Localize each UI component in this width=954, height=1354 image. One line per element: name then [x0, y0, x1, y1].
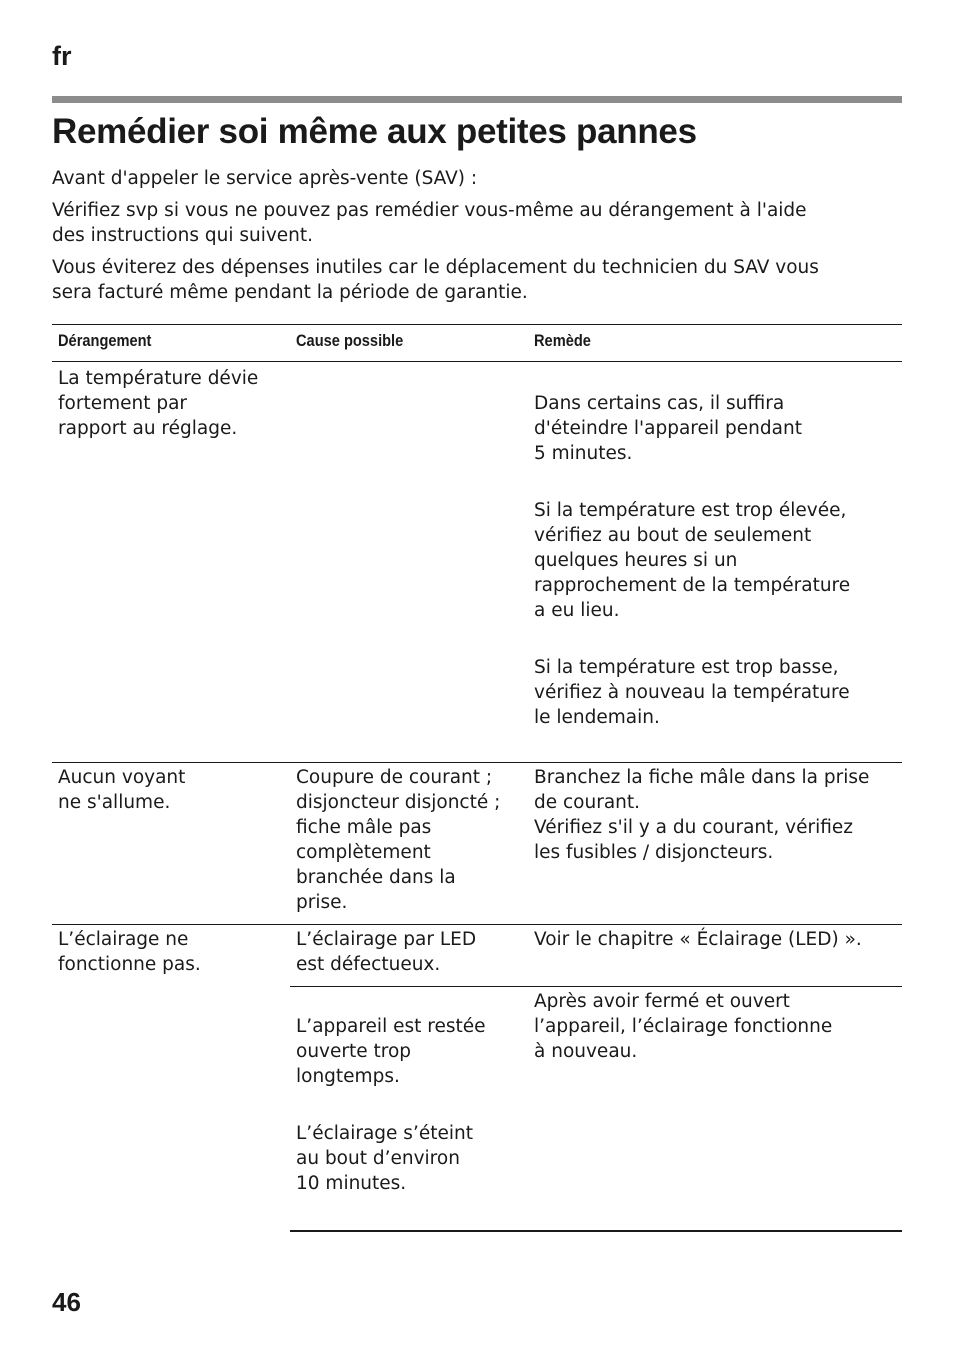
- page-title: Remédier soi même aux petites pannes: [52, 112, 697, 151]
- header-rule: [52, 96, 902, 103]
- fault-cell: L’éclairage ne fonctionne pas.: [52, 925, 290, 1232]
- remedy-cell: Branchez la fiche mâle dans la prise de courant. Vérifiez s'il y a du courant, vérifiez les fusibles / disjoncteurs.: [528, 763, 902, 925]
- cause-paragraph: L’éclairage s’éteint au bout d’environ 10 minutes.: [296, 1123, 473, 1194]
- table-row: [52, 763, 902, 925]
- remedy-cell: [528, 362, 902, 763]
- remedy-cell: Voir le chapitre « Éclairage (LED) ».: [528, 925, 902, 987]
- column-header-remedy: Remède: [528, 325, 902, 362]
- fault-cell: Aucun voyant ne s'allume.: [52, 763, 290, 925]
- table-header-row: [52, 325, 902, 362]
- page-number: 46: [52, 1287, 81, 1317]
- troubleshooting-table: [52, 324, 902, 1232]
- column-header-fault: Dérangement: [52, 325, 290, 362]
- remedy-paragraph: Si la température est trop élevée, vérifiez au bout de seulement quelques heures si un rapprochement de la température a eu lieu.: [534, 500, 851, 621]
- remedy-paragraph: Si la température est trop basse, vérifiez à nouveau la température le lendemain.: [534, 657, 850, 728]
- cause-paragraph: L’appareil est restée ouverte trop longtemps.: [296, 1016, 486, 1087]
- fault-cell: La température dévie fortement par rapport au réglage.: [58, 368, 259, 439]
- table-row: [52, 925, 902, 987]
- column-header-cause: Cause possible: [290, 325, 528, 362]
- remedy-cell: Après avoir fermé et ouvert l’appareil, l’éclairage fonctionne à nouveau.: [528, 987, 902, 1232]
- intro-paragraph: Vérifiez svp si vous ne pouvez pas remédier vous-même au dérangement à l'aide des instructions qui suivent.: [52, 200, 807, 246]
- cause-cell: Coupure de courant ; disjoncteur disjoncté ; fiche mâle pas complètement branchée dans la prise.: [290, 763, 528, 925]
- intro-paragraph: Vous éviterez des dépenses inutiles car le déplacement du technicien du SAV vous sera facturé même pendant la période de garantie.: [52, 257, 819, 303]
- intro-text: [52, 166, 902, 312]
- language-label: fr: [52, 41, 72, 71]
- cause-cell: [290, 362, 528, 763]
- table-row: [52, 362, 902, 763]
- remedy-paragraph: Dans certains cas, il suffira d'éteindre l'appareil pendant 5 minutes.: [534, 393, 802, 464]
- intro-paragraph: Avant d'appeler le service après-vente (SAV) :: [52, 168, 478, 189]
- cause-cell: L’éclairage par LED est défectueux.: [290, 925, 528, 987]
- cause-cell: [290, 987, 528, 1232]
